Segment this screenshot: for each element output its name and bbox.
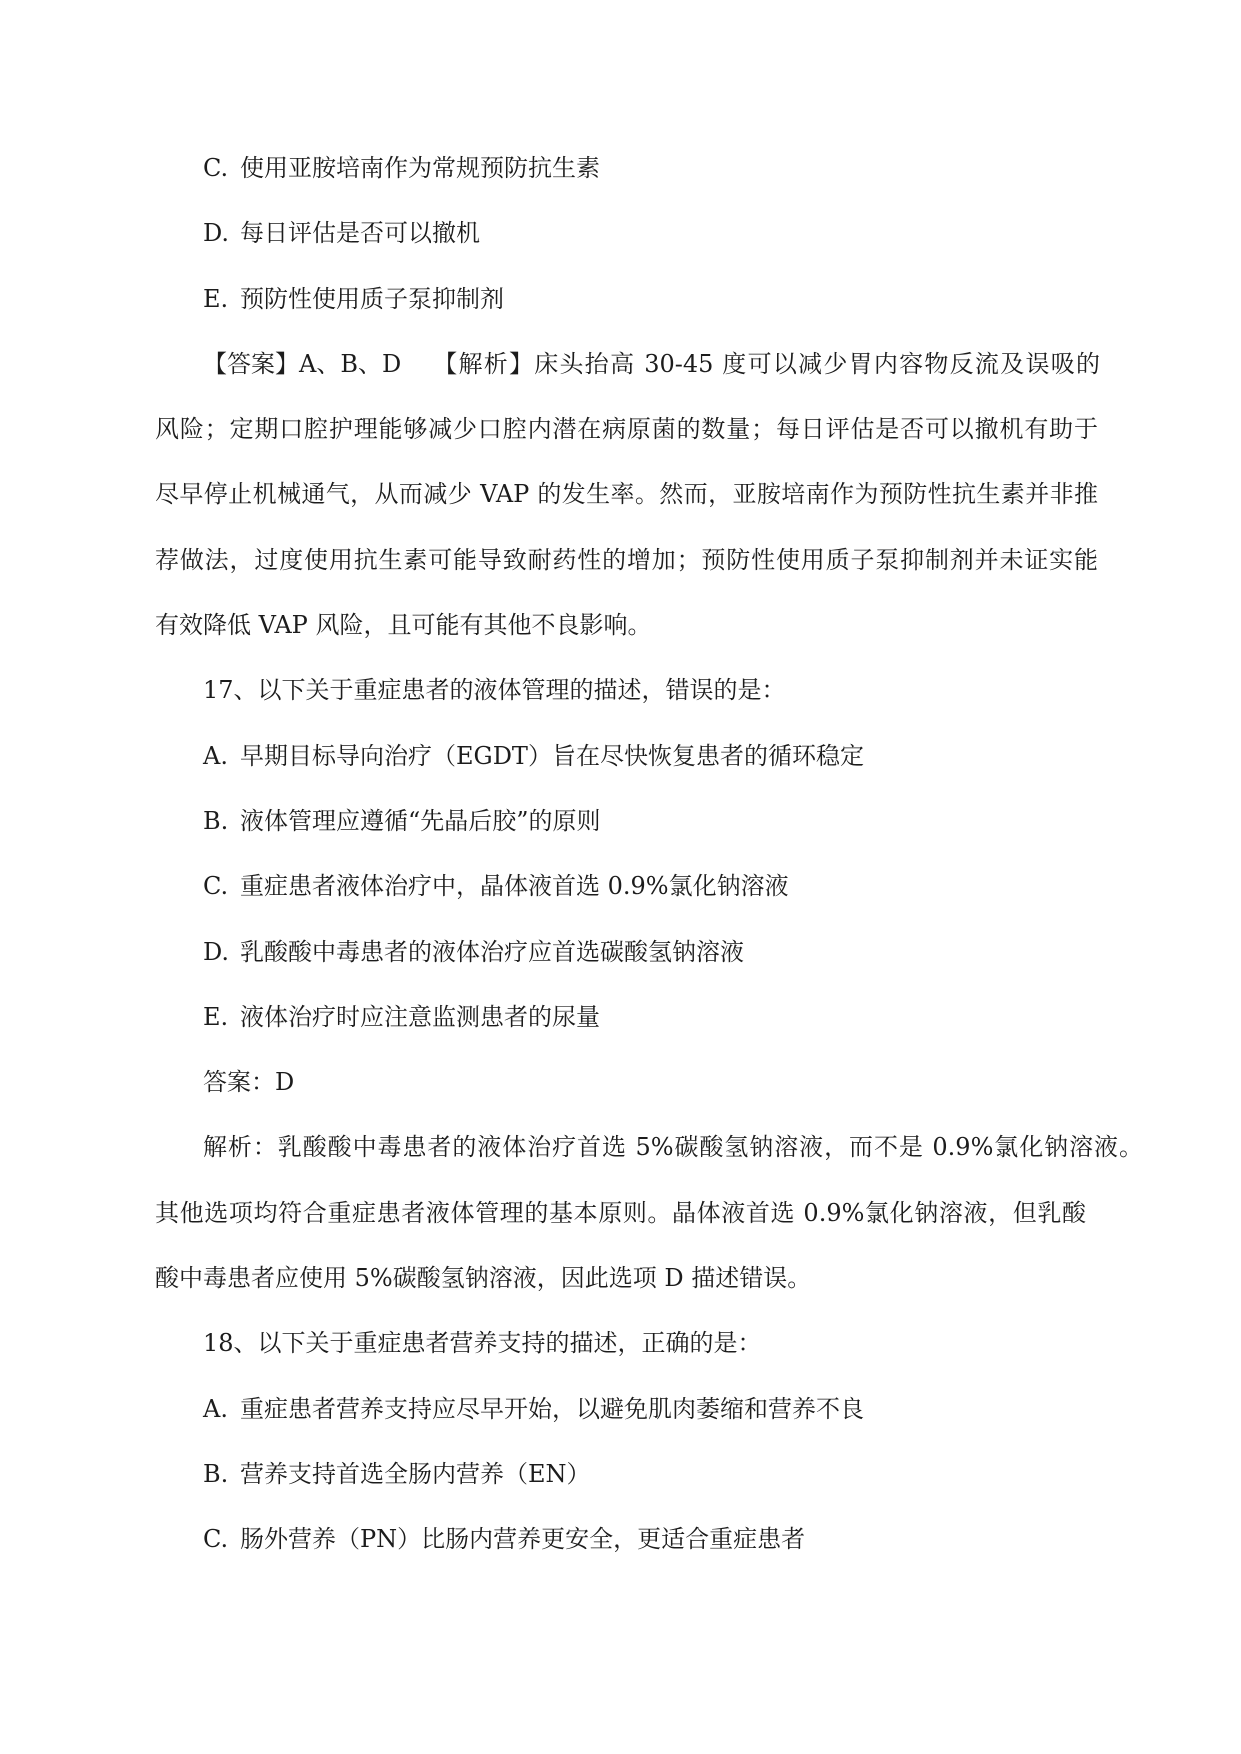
option-label: C. [203,872,229,901]
q17-option-b [155,789,1145,854]
q16-option-e [155,267,1145,332]
q18-stem: 18、以下关于重症患者营养支持的描述，正确的是： [203,1329,762,1358]
q17-option-c [155,854,1145,919]
option-label: C. [203,1525,229,1554]
option-label: A. [203,1394,228,1423]
option-text: 液体治疗时应注意监测患者的尿量 [240,1002,600,1031]
page-content [155,136,1145,1573]
option-label: C. [203,154,229,182]
q17-option-e [155,985,1145,1050]
option-label: A. [203,741,228,770]
option-label: B. [203,1459,229,1488]
q17-option-a [155,724,1145,789]
q18-option-b [155,1442,1145,1507]
q16-option-d [155,201,1145,266]
option-label: E. [203,284,229,313]
q17-answer: 答案：D [203,1068,295,1097]
option-text: 预防性使用质子泵抑制剂 [240,284,504,313]
q16-explanation-line: 尽早停止机械通气，从而减少 VAP 的发生率。然而，亚胺培南作为预防性抗生素并非推 [155,480,1098,509]
q16-answer: 【答案】A、B、D [203,349,402,378]
q16-explanation-line: 【解析】床头抬高 30-45 度可以减少胃内容物反流及误吸的 [433,349,1100,378]
q17-stem: 17、以下关于重症患者的液体管理的描述，错误的是： [203,676,786,705]
option-text: 早期目标导向治疗（EGDT）旨在尽快恢复患者的循环稳定 [240,741,864,770]
option-label: E. [203,1002,229,1031]
q17-explanation-line: 其他选项均符合重症患者液体管理的基本原则。晶体液首选 0.9%氯化钠溶液，但乳酸 [155,1198,1086,1227]
option-label: B. [203,806,229,835]
q16-explanation-line: 风险；定期口腔护理能够减少口腔内潜在病原菌的数量；每日评估是否可以撤机有助于 [155,415,1098,444]
option-text: 乳酸酸中毒患者的液体治疗应首选碳酸氢钠溶液 [240,937,744,966]
option-text: 使用亚胺培南作为常规预防抗生素 [240,154,600,182]
option-text: 每日评估是否可以撤机 [240,219,480,248]
q16-explanation-line: 有效降低 VAP 风险，且可能有其他不良影响。 [155,611,652,640]
q17-option-d [155,920,1145,985]
q17-explanation-line: 酸中毒患者应使用 5%碳酸氢钠溶液，因此选项 D 描述错误。 [155,1264,812,1293]
q18-option-c [155,1507,1145,1572]
option-label: D. [203,937,230,966]
option-text: 重症患者营养支持应尽早开始，以避免肌肉萎缩和营养不良 [240,1394,864,1423]
option-text: 液体管理应遵循“先晶后胶”的原则 [240,806,601,835]
option-text: 营养支持首选全肠内营养（EN） [240,1459,591,1488]
option-text: 肠外营养（PN）比肠内营养更安全，更适合重症患者 [240,1525,806,1554]
q16-explanation-line: 荐做法，过度使用抗生素可能导致耐药性的增加；预防性使用质子泵抑制剂并未证实能 [155,545,1098,574]
option-text: 重症患者液体治疗中，晶体液首选 0.9%氯化钠溶液 [240,872,789,901]
q16-option-c [155,136,1145,201]
q17-explanation-line: 解析：乳酸酸中毒患者的液体治疗首选 5%碳酸氢钠溶液，而不是 0.9%氯化钠溶液。 [203,1133,1143,1162]
option-label: D. [203,219,230,248]
q18-option-a [155,1377,1145,1442]
q16-answer-row [155,332,1100,397]
